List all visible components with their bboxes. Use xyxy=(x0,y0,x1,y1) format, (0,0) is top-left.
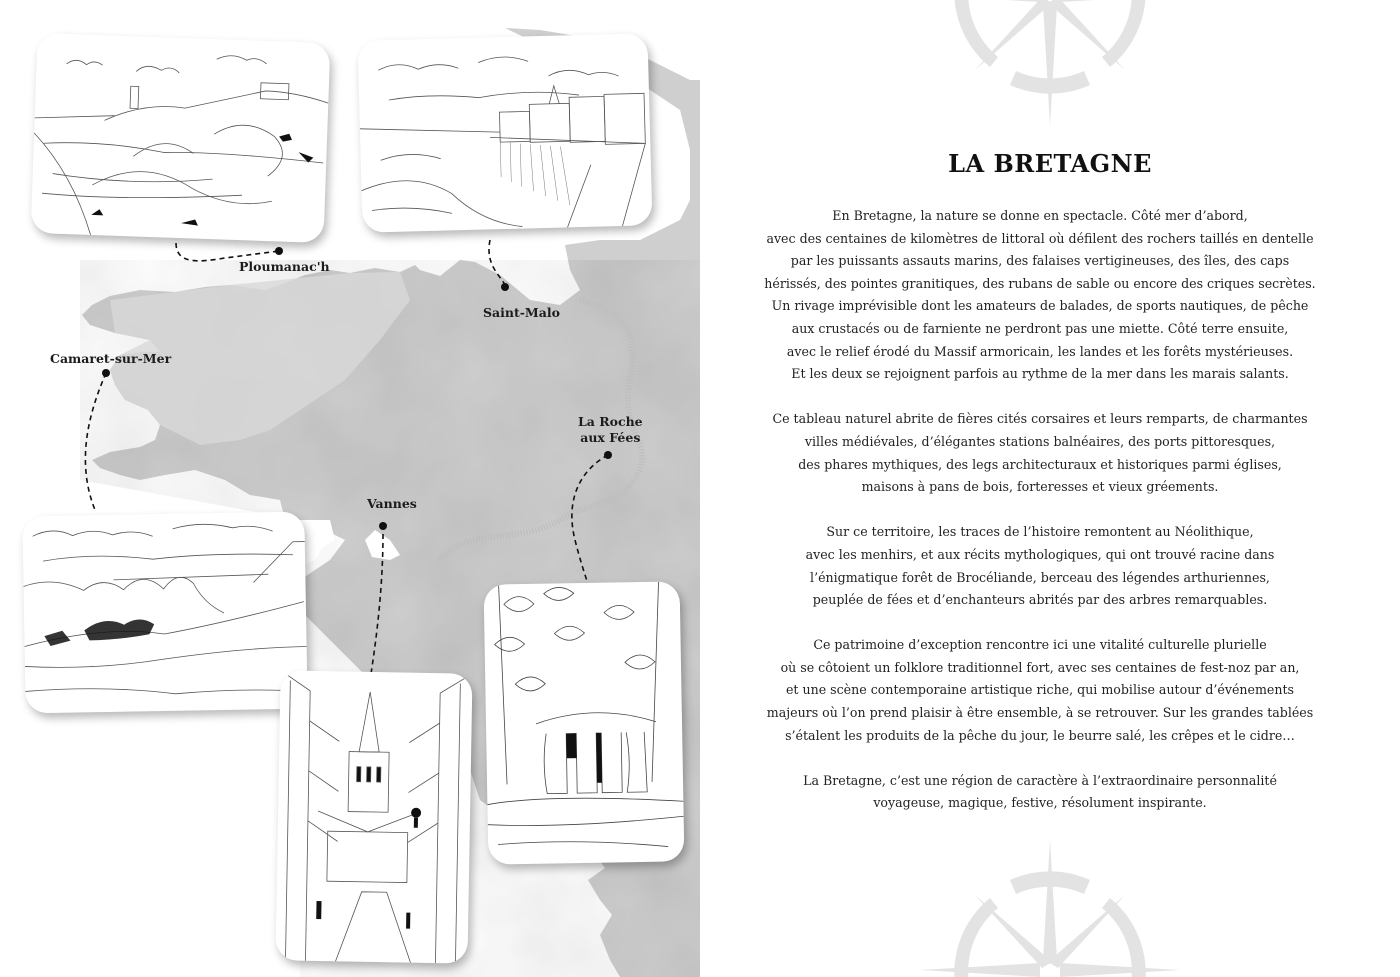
text-line: En Bretagne, la nature se donne en spectacle. Côté mer d’abord, xyxy=(832,208,1248,223)
illustration-roche-aux-fees xyxy=(484,581,685,864)
text-line: s’étalent les produits de la pêche du jour, le beurre salé, les crêpes et le cidre… xyxy=(785,727,1295,743)
paragraph-2 xyxy=(740,408,1340,498)
text-line: avec des centaines de kilomètres de littoral où défilent des rochers taillés en dentelle xyxy=(766,230,1314,246)
illustration-saint-malo xyxy=(358,33,653,233)
text-line: peuplée de fées et d’enchanteurs abrités par des arbres remarquables. xyxy=(812,592,1268,608)
label-saint-malo: Saint-Malo xyxy=(483,305,560,320)
text-line: Ce patrimoine d’exception rencontre ici une vitalité culturelle plurielle xyxy=(813,637,1267,653)
text-line: majeurs où l’on prend plaisir à être ensemble, à se retrouver. Sur les grandes tablées xyxy=(766,705,1314,721)
text-line: villes médiévales, d’élégantes stations balnéaires, des ports pittoresques, xyxy=(804,433,1276,449)
text-line: La Bretagne, c’est une région de caractère à l’extraordinaire personnalité xyxy=(803,772,1277,788)
compass-rose-top-icon xyxy=(920,0,1180,125)
marker-ploumanach xyxy=(275,247,283,255)
text-line: avec les menhirs, et aux récits mythologiques, qui ont trouvé racine dans xyxy=(805,546,1275,562)
text-line: des phares mythiques, des legs architecturaux et historiques parmi églises, xyxy=(798,456,1282,472)
text-line: Ce tableau naturel abrite de fières cités corsaires et leurs remparts, de charmantes xyxy=(772,411,1308,427)
marker-camaret xyxy=(102,369,110,377)
label-roche-aux-fees: La Roche aux Fées xyxy=(578,414,643,445)
body-text xyxy=(740,205,1340,838)
text-line: Et les deux se rejoignent parfois au rythme de la mer dans les marais salants. xyxy=(791,366,1289,382)
paragraph-4 xyxy=(740,634,1340,747)
marker-roche-aux-fees xyxy=(604,451,612,459)
text-line: hérissés, des pointes granitiques, des rubans de sable ou encore des criques secrètes. xyxy=(764,275,1316,291)
label-vannes: Vannes xyxy=(367,496,417,511)
label-ploumanach: Ploumanac'h xyxy=(239,259,330,274)
illustration-ploumanach xyxy=(31,33,331,243)
text-line: voyageuse, magique, festive, résolument inspirante. xyxy=(873,795,1207,811)
illustration-vannes xyxy=(275,670,472,963)
marker-saint-malo xyxy=(501,283,509,291)
text-line: Un rivage imprévisible dont les amateurs de balades, de sports nautiques, de pêche xyxy=(771,298,1309,314)
paragraph-3 xyxy=(740,521,1340,611)
text-line: aux crustacés ou de farniente ne perdront pas une miette. Côté terre ensuite, xyxy=(791,320,1289,336)
text-line: avec le relief érodé du Massif armoricain, les landes et les forêts mystérieuses. xyxy=(786,343,1294,359)
paragraph-1 xyxy=(740,205,1340,386)
text-line: par les puissants assauts marins, des falaises vertigineuses, des îles, des caps xyxy=(790,253,1290,269)
text-line: où se côtoient un folklore traditionnel fort, avec ses centaines de fest-noz par an, xyxy=(780,659,1300,675)
page-title: LA BRETAGNE xyxy=(948,149,1152,178)
compass-rose-bottom-icon xyxy=(920,840,1180,977)
paragraph-5 xyxy=(740,770,1340,815)
text-line: maisons à pans de bois, forteresses et vieux gréements. xyxy=(861,479,1219,495)
label-camaret: Camaret-sur-Mer xyxy=(50,351,172,366)
text-line: Sur ce territoire, les traces de l’histoire remontent au Néolithique, xyxy=(826,524,1254,540)
text-line: l’énigmatique forêt de Brocéliande, berceau des légendes arthuriennes, xyxy=(810,569,1270,585)
marker-vannes xyxy=(379,522,387,530)
text-page xyxy=(700,0,1400,977)
illustration-camaret xyxy=(22,512,307,714)
text-line: et une scène contemporaine artistique riche, qui mobilise autour d’événements xyxy=(785,682,1295,698)
